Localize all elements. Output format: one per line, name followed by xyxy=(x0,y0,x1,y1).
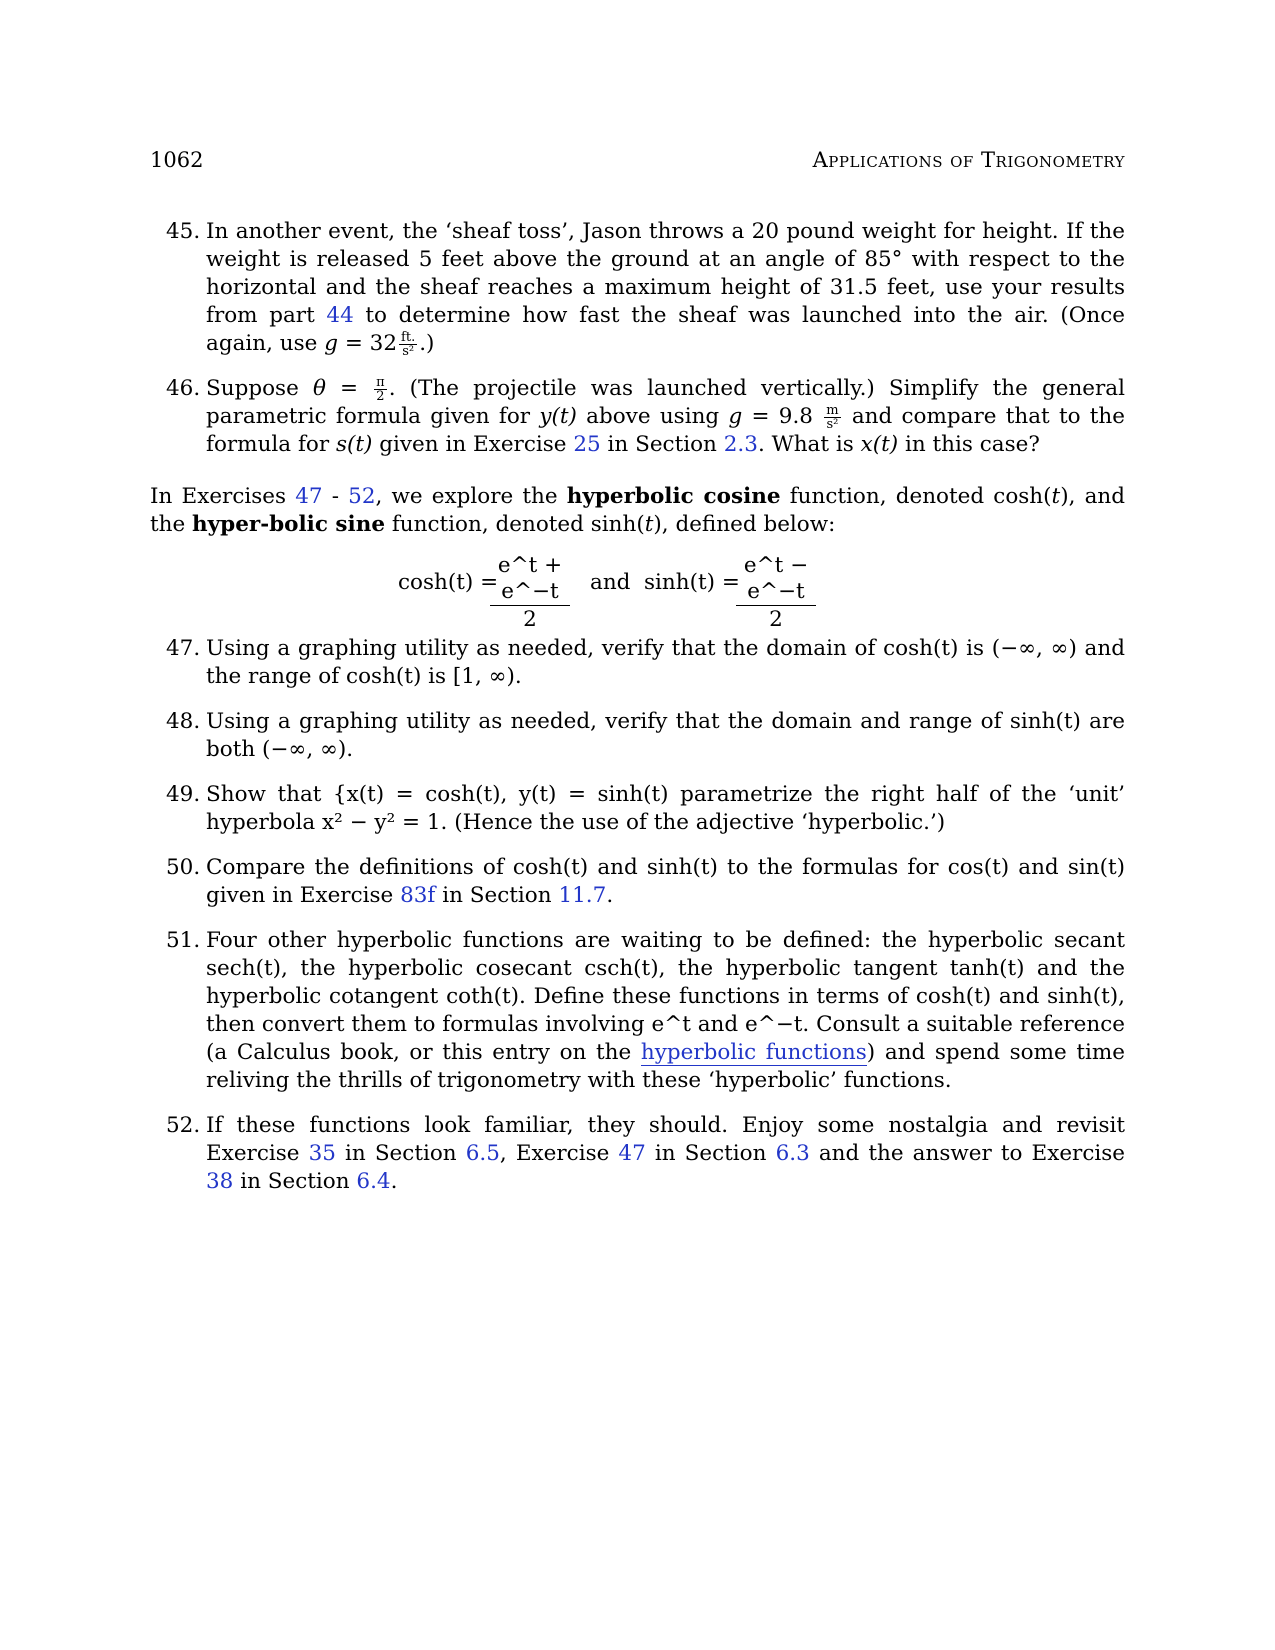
text: = xyxy=(325,376,373,401)
page-content xyxy=(150,218,1125,1213)
ref-link[interactable]: 6.4 xyxy=(356,1169,391,1194)
text: , Exercise xyxy=(499,1141,619,1166)
bold-term: hyper-bolic sine xyxy=(192,512,386,537)
text: function, denoted cosh( xyxy=(780,484,1052,509)
frac-num: π xyxy=(376,374,385,390)
exercise-46 xyxy=(150,375,1125,459)
text: - xyxy=(322,484,349,509)
bold-term: hyperbolic cosine xyxy=(566,484,781,509)
text: ), defined below: xyxy=(653,512,836,537)
math-var: t xyxy=(644,512,654,537)
running-title: Applications of Trigonometry xyxy=(812,148,1125,172)
fraction xyxy=(824,404,840,431)
text: and the answer to Exercise xyxy=(809,1141,1125,1166)
text: in Section xyxy=(600,432,724,457)
text: to determine how fast the sheaf was launched into the air. (Once again, use xyxy=(206,303,1126,356)
sinh-denominator: 2 xyxy=(769,607,783,632)
cosh-lhs: cosh(t) = xyxy=(398,570,499,595)
text: in this case? xyxy=(898,432,1040,457)
sinh-numerator: e^t − e^−t xyxy=(736,553,816,606)
math-var: y(t) xyxy=(539,404,577,429)
math-var: x(t) xyxy=(860,432,899,457)
exercise-number: 46. xyxy=(166,376,201,401)
text: . (The projectile was launched vertically.) Simplify the general parametric formula given for xyxy=(206,376,1126,429)
math-var: g xyxy=(324,331,338,356)
text: function, denoted sinh( xyxy=(385,512,645,537)
cosh-numerator: e^t + e^−t xyxy=(490,553,570,606)
ref-link[interactable]: 2.3 xyxy=(723,432,758,457)
math-var: g xyxy=(728,404,743,429)
ref-link[interactable]: 83f xyxy=(400,883,436,908)
and-word: and xyxy=(590,570,631,595)
definition-display xyxy=(150,553,1125,632)
text: Suppose xyxy=(206,376,313,401)
text: In Exercises xyxy=(150,484,296,509)
text: above using xyxy=(576,404,729,429)
fraction xyxy=(399,331,417,358)
ref-link[interactable]: 52 xyxy=(348,484,376,509)
exercise-48 xyxy=(150,708,1125,764)
ref-link[interactable]: 6.5 xyxy=(465,1141,500,1166)
text: and compare that to the formula for xyxy=(206,404,1126,457)
intro-paragraph xyxy=(150,483,1125,539)
page-number: 1062 xyxy=(150,148,204,172)
ref-link[interactable]: 35 xyxy=(308,1141,336,1166)
text: = 9.8 xyxy=(742,404,823,429)
exercise-51 xyxy=(150,927,1125,1095)
exercise-number: 51. xyxy=(166,928,201,953)
cosh-fraction xyxy=(490,553,570,634)
ref-link[interactable]: 47 xyxy=(295,484,323,509)
frac-den: 2 xyxy=(376,388,385,404)
text: Compare the definitions of cosh(t) and sinh(t) to the formulas for cos(t) and sin(t) given in Exercise xyxy=(206,855,1125,908)
exercise-47 xyxy=(150,635,1125,691)
exercise-50 xyxy=(150,854,1125,910)
text: In another event, the ‘sheaf toss’, Jason throws a 20 pound weight for height. If the weight is released 5 feet above the ground at an angle of 85° with respect to the horizontal and the sheaf reaches a maximum height of 31.5 feet, use your results from part xyxy=(206,219,1125,328)
text: , we explore the xyxy=(375,484,567,509)
frac-den: s² xyxy=(826,416,839,432)
exercise-number: 49. xyxy=(166,782,201,807)
cosh-denominator: 2 xyxy=(523,607,537,632)
text: . xyxy=(606,883,614,908)
hyperbolic-functions-link[interactable]: hyperbolic functions xyxy=(640,1040,867,1065)
exercise-52 xyxy=(150,1112,1125,1196)
ref-link[interactable]: 44 xyxy=(326,303,354,328)
text: in Section xyxy=(233,1169,357,1194)
text: If these functions look familiar, they should. Enjoy some nostalgia and revisit Exercise xyxy=(206,1113,1125,1166)
exercise-45 xyxy=(150,218,1125,358)
text: . xyxy=(390,1169,398,1194)
ref-link[interactable]: 25 xyxy=(573,432,601,457)
fraction xyxy=(374,376,387,403)
exercise-number: 50. xyxy=(166,855,201,880)
text: in Section xyxy=(645,1141,776,1166)
ref-link[interactable]: 11.7 xyxy=(558,883,607,908)
exercise-49 xyxy=(150,781,1125,837)
ref-link[interactable]: 6.3 xyxy=(775,1141,810,1166)
exercise-number: 45. xyxy=(166,219,201,244)
text: given in Exercise xyxy=(372,432,574,457)
text: in Section xyxy=(435,883,559,908)
text: Four other hyperbolic functions are waiting to be defined: the hyperbolic secant sech(t), the hyperbolic cosecant csch(t), the hyperbolic tangent tanh(t) and the hyperbolic cotangent coth(t). Define these functions in terms of cosh(t) and sinh(t), then convert them to formulas involving e^t and e^−t. Consult a suitable reference (a Calculus book, or this entry on the xyxy=(206,928,1125,1065)
text: . What is xyxy=(757,432,861,457)
text: .) xyxy=(419,331,435,356)
sinh-lhs: sinh(t) = xyxy=(644,570,740,595)
ref-link[interactable]: 38 xyxy=(206,1169,234,1194)
exercise-number: 48. xyxy=(166,709,201,734)
text: = 32 xyxy=(338,331,398,356)
text: Using a graphing utility as needed, verify that the domain and range of sinh(t) are both (−∞, ∞). xyxy=(206,709,1125,762)
text: ) and spend some time reliving the thrills of trigonometry with these ‘hyperbolic’ functions. xyxy=(206,1040,1126,1093)
frac-num: ft. xyxy=(401,329,416,345)
exercise-number: 52. xyxy=(166,1113,201,1138)
text: Using a graphing utility as needed, verify that the domain of cosh(t) is (−∞, ∞) and the range of cosh(t) is [1, ∞). xyxy=(206,636,1125,689)
text: in Section xyxy=(335,1141,466,1166)
text: ), and the xyxy=(150,484,1125,537)
frac-num: m xyxy=(826,402,839,418)
math-var: s(t) xyxy=(335,432,373,457)
exercise-number: 47. xyxy=(166,636,201,661)
sinh-fraction xyxy=(736,553,816,634)
frac-den: s² xyxy=(402,343,415,359)
text: Show that {x(t) = cosh(t), y(t) = sinh(t) parametrize the right half of the ‘unit’ hyperbola x² − y² = 1. (Hence the use of the adjective ‘hyperbolic.’) xyxy=(206,782,1125,835)
ref-link[interactable]: 47 xyxy=(618,1141,646,1166)
page-header xyxy=(150,148,1125,178)
math-var: t xyxy=(1051,484,1061,509)
math-var: θ xyxy=(312,376,326,401)
